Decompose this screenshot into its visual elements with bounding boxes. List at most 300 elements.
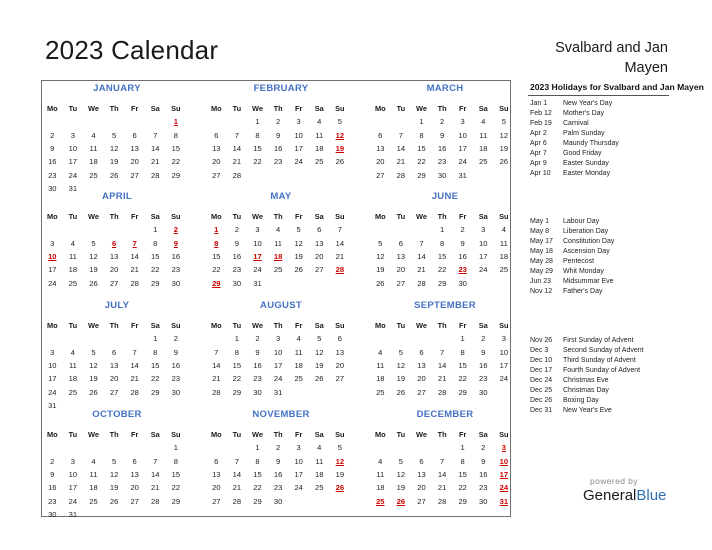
weekday-label: We	[416, 103, 427, 113]
date-cell: 27	[335, 374, 345, 384]
week-row	[370, 481, 520, 494]
date-cell: 22	[212, 265, 221, 275]
date-cell: 5	[501, 117, 506, 127]
date-cell: 29	[171, 170, 181, 180]
date-cell: 2	[50, 130, 55, 140]
holiday-date-cell: 23	[458, 265, 467, 275]
date-cell: 27	[212, 496, 221, 506]
date-cell: 28	[437, 496, 447, 506]
date-cell: 4	[91, 130, 96, 140]
date-cell: 1	[173, 443, 178, 453]
holiday-date: Nov 26	[530, 337, 553, 344]
brand-name-general: General	[583, 487, 637, 504]
date-cell: 1	[255, 117, 260, 127]
holiday-date: May 18	[530, 248, 553, 255]
date-cell: 27	[417, 496, 426, 506]
weekday-label: Tu	[232, 320, 242, 330]
date-cell: 7	[419, 238, 424, 248]
date-cell: 15	[151, 360, 160, 370]
date-cell: 3	[50, 238, 55, 248]
date-cell: 7	[234, 456, 239, 466]
date-cell: 4	[91, 456, 96, 466]
date-cell: 20	[417, 374, 426, 384]
date-cell: 1	[419, 117, 424, 127]
holiday-date-cell: 6	[111, 238, 117, 248]
date-cell: 27	[396, 278, 406, 288]
date-cell: 11	[315, 456, 324, 466]
brand-logo[interactable]	[583, 476, 673, 504]
date-cell: 27	[212, 170, 221, 180]
holiday-item	[530, 386, 680, 396]
holiday-date: Apr 7	[530, 150, 547, 157]
holiday-date-cell: 18	[273, 251, 283, 261]
holiday-name: Boxing Day	[563, 397, 599, 404]
holiday-group	[530, 99, 680, 179]
week-row	[206, 263, 356, 276]
date-cell: 9	[481, 456, 486, 466]
date-cell: 12	[315, 347, 324, 357]
week-row	[370, 128, 520, 141]
date-cell: 21	[212, 374, 221, 384]
date-cell: 31	[68, 510, 78, 520]
date-cell: 5	[337, 443, 342, 453]
holiday-item	[530, 139, 680, 149]
date-cell: 30	[458, 278, 467, 288]
month-march	[370, 83, 520, 182]
date-cell: 17	[499, 360, 509, 370]
date-cell: 21	[437, 483, 447, 493]
date-cell: 11	[479, 130, 488, 140]
date-cell: 25	[68, 278, 78, 288]
date-cell: 7	[234, 130, 239, 140]
holiday-item	[530, 287, 680, 297]
region-title: Svalbard and Jan Mayen	[555, 40, 668, 76]
month-name: NOVEMBER	[252, 409, 310, 420]
holiday-name: Constitution Day	[563, 238, 615, 245]
weekday-label: Mo	[210, 103, 222, 113]
date-cell: 20	[315, 251, 324, 261]
week-row	[370, 468, 520, 481]
date-cell: 3	[70, 130, 75, 140]
date-cell: 17	[68, 157, 78, 167]
date-cell: 3	[501, 334, 506, 344]
date-cell: 28	[232, 170, 242, 180]
weekday-label: Sa	[150, 429, 160, 439]
date-cell: 26	[396, 387, 406, 397]
date-cell: 19	[89, 265, 98, 275]
weekday-label: Th	[109, 211, 119, 221]
weekday-label: Tu	[232, 103, 242, 113]
brand-tagline: powered by	[590, 476, 638, 486]
weekday-header	[42, 209, 192, 223]
week-row	[206, 332, 356, 345]
holiday-item	[530, 169, 680, 179]
date-cell: 1	[439, 225, 445, 235]
month-august	[206, 300, 356, 399]
date-cell: 16	[48, 157, 57, 167]
date-cell: 30	[171, 387, 181, 397]
week-row	[370, 155, 520, 168]
weekday-label: Mo	[374, 211, 386, 221]
holiday-date: Dec 17	[530, 367, 553, 374]
date-cell: 11	[499, 238, 508, 248]
date-cell: 12	[109, 469, 119, 479]
date-cell: 22	[232, 374, 242, 384]
holiday-group	[530, 217, 680, 297]
date-cell: 26	[89, 278, 98, 288]
date-cell: 27	[376, 170, 385, 180]
date-cell: 29	[151, 387, 160, 397]
date-cell: 5	[317, 334, 322, 344]
date-cell: 16	[253, 360, 262, 370]
date-cell: 19	[335, 469, 345, 479]
holiday-item	[530, 237, 680, 247]
holiday-item	[530, 257, 680, 267]
week-row	[370, 359, 520, 372]
weekday-label: We	[88, 320, 99, 330]
date-cell: 30	[479, 387, 488, 397]
date-cell: 16	[273, 469, 283, 479]
date-cell: 4	[275, 225, 281, 235]
holiday-date-cell: 25	[376, 496, 385, 506]
date-cell: 17	[294, 143, 303, 153]
date-cell: 11	[274, 238, 283, 248]
date-cell: 23	[253, 374, 262, 384]
weekday-label: Sa	[150, 211, 160, 221]
month-name: JULY	[104, 300, 130, 311]
weekday-label: Fr	[130, 103, 139, 113]
date-cell: 9	[50, 469, 55, 479]
holiday-name: Second Sunday of Advent	[563, 347, 644, 354]
date-cell: 11	[68, 360, 77, 370]
date-cell: 15	[171, 143, 181, 153]
holiday-name: Good Friday	[563, 150, 602, 157]
date-cell: 19	[109, 483, 119, 493]
date-cell: 11	[68, 251, 77, 261]
weekday-label: Sa	[478, 320, 488, 330]
date-cell: 5	[91, 347, 96, 357]
date-cell: 6	[214, 130, 219, 140]
date-cell: 22	[437, 265, 447, 275]
month-name: APRIL	[102, 191, 132, 202]
date-cell: 18	[499, 251, 509, 261]
date-cell: 14	[335, 238, 345, 248]
week-row	[42, 481, 192, 494]
date-cell: 21	[232, 157, 242, 167]
date-cell: 27	[109, 278, 119, 288]
holiday-name: Labour Day	[563, 218, 600, 225]
date-cell: 25	[499, 265, 509, 275]
date-cell: 17	[479, 251, 488, 261]
weekday-label: Mo	[46, 103, 58, 113]
date-cell: 15	[253, 469, 262, 479]
weekday-label: Th	[437, 211, 447, 221]
date-cell: 16	[171, 251, 181, 261]
date-cell: 13	[335, 347, 345, 357]
month-april	[42, 191, 192, 290]
date-cell: 9	[234, 238, 239, 248]
date-cell: 10	[499, 347, 509, 357]
date-cell: 14	[212, 360, 221, 370]
holiday-date-cell: 12	[335, 130, 345, 140]
holiday-item	[530, 119, 680, 129]
date-cell: 25	[294, 374, 303, 384]
date-cell: 1	[460, 443, 465, 453]
weekday-header	[370, 209, 520, 223]
date-cell: 27	[130, 496, 139, 506]
date-cell: 28	[130, 387, 139, 397]
date-cell: 5	[296, 225, 301, 235]
date-cell: 22	[171, 483, 181, 493]
week-row	[42, 468, 192, 481]
weekday-label: We	[416, 211, 427, 221]
date-cell: 10	[253, 238, 262, 248]
date-cell: 15	[253, 143, 262, 153]
date-cell: 23	[48, 170, 57, 180]
date-cell: 17	[48, 265, 57, 275]
weekday-label: Fr	[458, 103, 467, 113]
weekday-header	[42, 101, 192, 115]
date-cell: 14	[151, 469, 160, 479]
date-cell: 23	[479, 483, 488, 493]
weekday-label: Mo	[374, 429, 386, 439]
date-cell: 23	[48, 496, 57, 506]
date-cell: 6	[419, 347, 424, 357]
holiday-date: May 29	[530, 268, 553, 275]
date-cell: 21	[151, 157, 160, 167]
date-cell: 18	[315, 143, 324, 153]
week-row	[206, 169, 356, 182]
date-cell: 10	[273, 347, 283, 357]
week-row	[206, 468, 356, 481]
weekday-header	[206, 101, 356, 115]
date-cell: 2	[173, 334, 178, 344]
date-cell: 31	[68, 184, 78, 194]
date-cell: 18	[89, 157, 98, 167]
date-cell: 20	[396, 265, 406, 275]
weekday-label: Su	[171, 429, 181, 439]
week-row	[206, 359, 356, 372]
holiday-date-cell: 17	[499, 469, 509, 479]
date-cell: 3	[481, 225, 486, 235]
date-cell: 6	[132, 456, 137, 466]
date-cell: 24	[499, 374, 509, 384]
holiday-date-cell: 26	[335, 483, 345, 493]
date-cell: 18	[376, 483, 385, 493]
date-cell: 6	[111, 347, 117, 357]
date-cell: 23	[437, 157, 447, 167]
date-cell: 22	[253, 483, 262, 493]
date-cell: 6	[419, 456, 424, 466]
weekday-label: We	[416, 429, 427, 439]
date-cell: 30	[48, 184, 57, 194]
date-cell: 21	[130, 374, 139, 384]
date-cell: 30	[273, 496, 283, 506]
week-row	[206, 386, 356, 399]
holiday-date-cell: 7	[132, 238, 137, 248]
week-row	[206, 372, 356, 385]
date-cell: 26	[89, 387, 98, 397]
weekday-label: Tu	[396, 320, 406, 330]
date-cell: 18	[89, 483, 98, 493]
date-cell: 24	[458, 157, 467, 167]
date-cell: 30	[48, 510, 57, 520]
date-cell: 3	[275, 334, 281, 344]
date-cell: 7	[439, 456, 445, 466]
date-cell: 19	[294, 251, 303, 261]
week-row	[206, 345, 356, 358]
date-cell: 21	[417, 265, 426, 275]
week-row	[206, 128, 356, 141]
date-cell: 5	[111, 130, 117, 140]
date-cell: 13	[315, 238, 324, 248]
date-cell: 17	[294, 469, 303, 479]
holiday-item	[530, 366, 680, 376]
date-cell: 14	[437, 360, 447, 370]
date-cell: 12	[499, 130, 509, 140]
weekday-label: Fr	[130, 211, 139, 221]
weekday-label: We	[88, 429, 99, 439]
date-cell: 6	[214, 456, 219, 466]
date-cell: 23	[479, 374, 488, 384]
weekday-header	[206, 427, 356, 441]
week-row	[42, 495, 192, 508]
date-cell: 1	[460, 334, 465, 344]
week-row	[206, 155, 356, 168]
holiday-item	[530, 217, 680, 227]
weekday-label: Mo	[46, 429, 58, 439]
date-cell: 3	[50, 347, 55, 357]
date-cell: 14	[130, 360, 139, 370]
date-cell: 21	[232, 483, 242, 493]
date-cell: 22	[417, 157, 426, 167]
date-cell: 16	[479, 469, 488, 479]
date-cell: 20	[376, 157, 385, 167]
week-row	[206, 441, 356, 454]
date-cell: 8	[460, 456, 465, 466]
date-cell: 19	[109, 157, 119, 167]
week-row	[42, 277, 192, 290]
date-cell: 19	[376, 265, 385, 275]
holiday-item	[530, 336, 680, 346]
holiday-date-cell: 12	[335, 456, 345, 466]
date-cell: 2	[481, 443, 486, 453]
holiday-date: Dec 3	[530, 347, 549, 354]
date-cell: 4	[70, 238, 75, 248]
holiday-name: New Year's Day	[563, 100, 613, 107]
date-cell: 20	[335, 360, 345, 370]
weekday-label: Sa	[478, 103, 488, 113]
weekday-header	[206, 318, 356, 332]
holiday-name: New Year's Eve	[563, 407, 612, 414]
holiday-item	[530, 109, 680, 119]
brand-name	[583, 487, 673, 504]
date-cell: 7	[153, 456, 158, 466]
date-cell: 23	[232, 265, 242, 275]
week-row	[42, 508, 192, 521]
date-cell: 6	[337, 334, 342, 344]
week-row	[42, 263, 192, 276]
date-cell: 29	[151, 278, 160, 288]
date-cell: 4	[70, 347, 75, 357]
date-cell: 13	[376, 143, 385, 153]
date-cell: 27	[130, 170, 139, 180]
weekday-label: We	[88, 103, 99, 113]
month-february	[206, 83, 356, 182]
weekday-label: We	[416, 320, 427, 330]
week-row	[370, 345, 520, 358]
holiday-item	[530, 277, 680, 287]
date-cell: 6	[398, 238, 403, 248]
date-cell: 8	[173, 456, 178, 466]
date-cell: 31	[253, 278, 262, 288]
weekday-label: Fr	[294, 211, 303, 221]
weekday-label: Tu	[68, 429, 78, 439]
weekday-label: Tu	[396, 429, 406, 439]
date-cell: 21	[437, 374, 447, 384]
date-cell: 24	[273, 374, 283, 384]
date-cell: 3	[460, 117, 465, 127]
holiday-item	[530, 149, 680, 159]
weekday-label: Tu	[68, 320, 78, 330]
date-cell: 4	[317, 117, 322, 127]
date-cell: 4	[501, 225, 506, 235]
holiday-name: Fourth Sunday of Advent	[563, 367, 641, 374]
holiday-date: May 8	[530, 228, 550, 235]
date-cell: 30	[253, 387, 262, 397]
date-cell: 2	[275, 117, 281, 127]
date-cell: 2	[460, 225, 465, 235]
date-cell: 22	[253, 157, 262, 167]
holiday-date-cell: 10	[48, 251, 57, 261]
weekday-label: Sa	[150, 103, 160, 113]
month-name: MARCH	[426, 83, 464, 94]
holiday-date-cell: 28	[335, 265, 345, 275]
date-cell: 1	[255, 443, 260, 453]
date-cell: 29	[437, 278, 447, 288]
date-cell: 28	[151, 170, 160, 180]
week-row	[370, 454, 520, 467]
date-cell: 18	[376, 374, 385, 384]
date-cell: 23	[171, 374, 181, 384]
holiday-date: Dec 26	[530, 397, 553, 404]
weekday-label: Fr	[130, 429, 139, 439]
week-row	[42, 441, 192, 454]
weekday-label: Sa	[478, 429, 488, 439]
date-cell: 29	[171, 496, 181, 506]
holiday-item	[530, 99, 680, 109]
date-cell: 10	[294, 456, 303, 466]
date-cell: 26	[335, 157, 345, 167]
holiday-date: Dec 10	[530, 357, 553, 364]
holiday-item	[530, 267, 680, 277]
weekday-label: We	[88, 211, 99, 221]
week-row	[370, 372, 520, 385]
holiday-item	[530, 227, 680, 237]
week-row	[370, 250, 520, 263]
date-cell: 10	[68, 143, 78, 153]
holiday-item	[530, 159, 680, 169]
date-cell: 12	[376, 251, 385, 261]
weekday-label: Tu	[232, 211, 242, 221]
date-cell: 16	[458, 251, 467, 261]
weekday-label: Su	[335, 211, 345, 221]
weekday-label: Su	[171, 320, 181, 330]
week-row	[42, 142, 192, 155]
holiday-item	[530, 396, 680, 406]
date-cell: 4	[317, 443, 322, 453]
date-cell: 18	[479, 143, 488, 153]
